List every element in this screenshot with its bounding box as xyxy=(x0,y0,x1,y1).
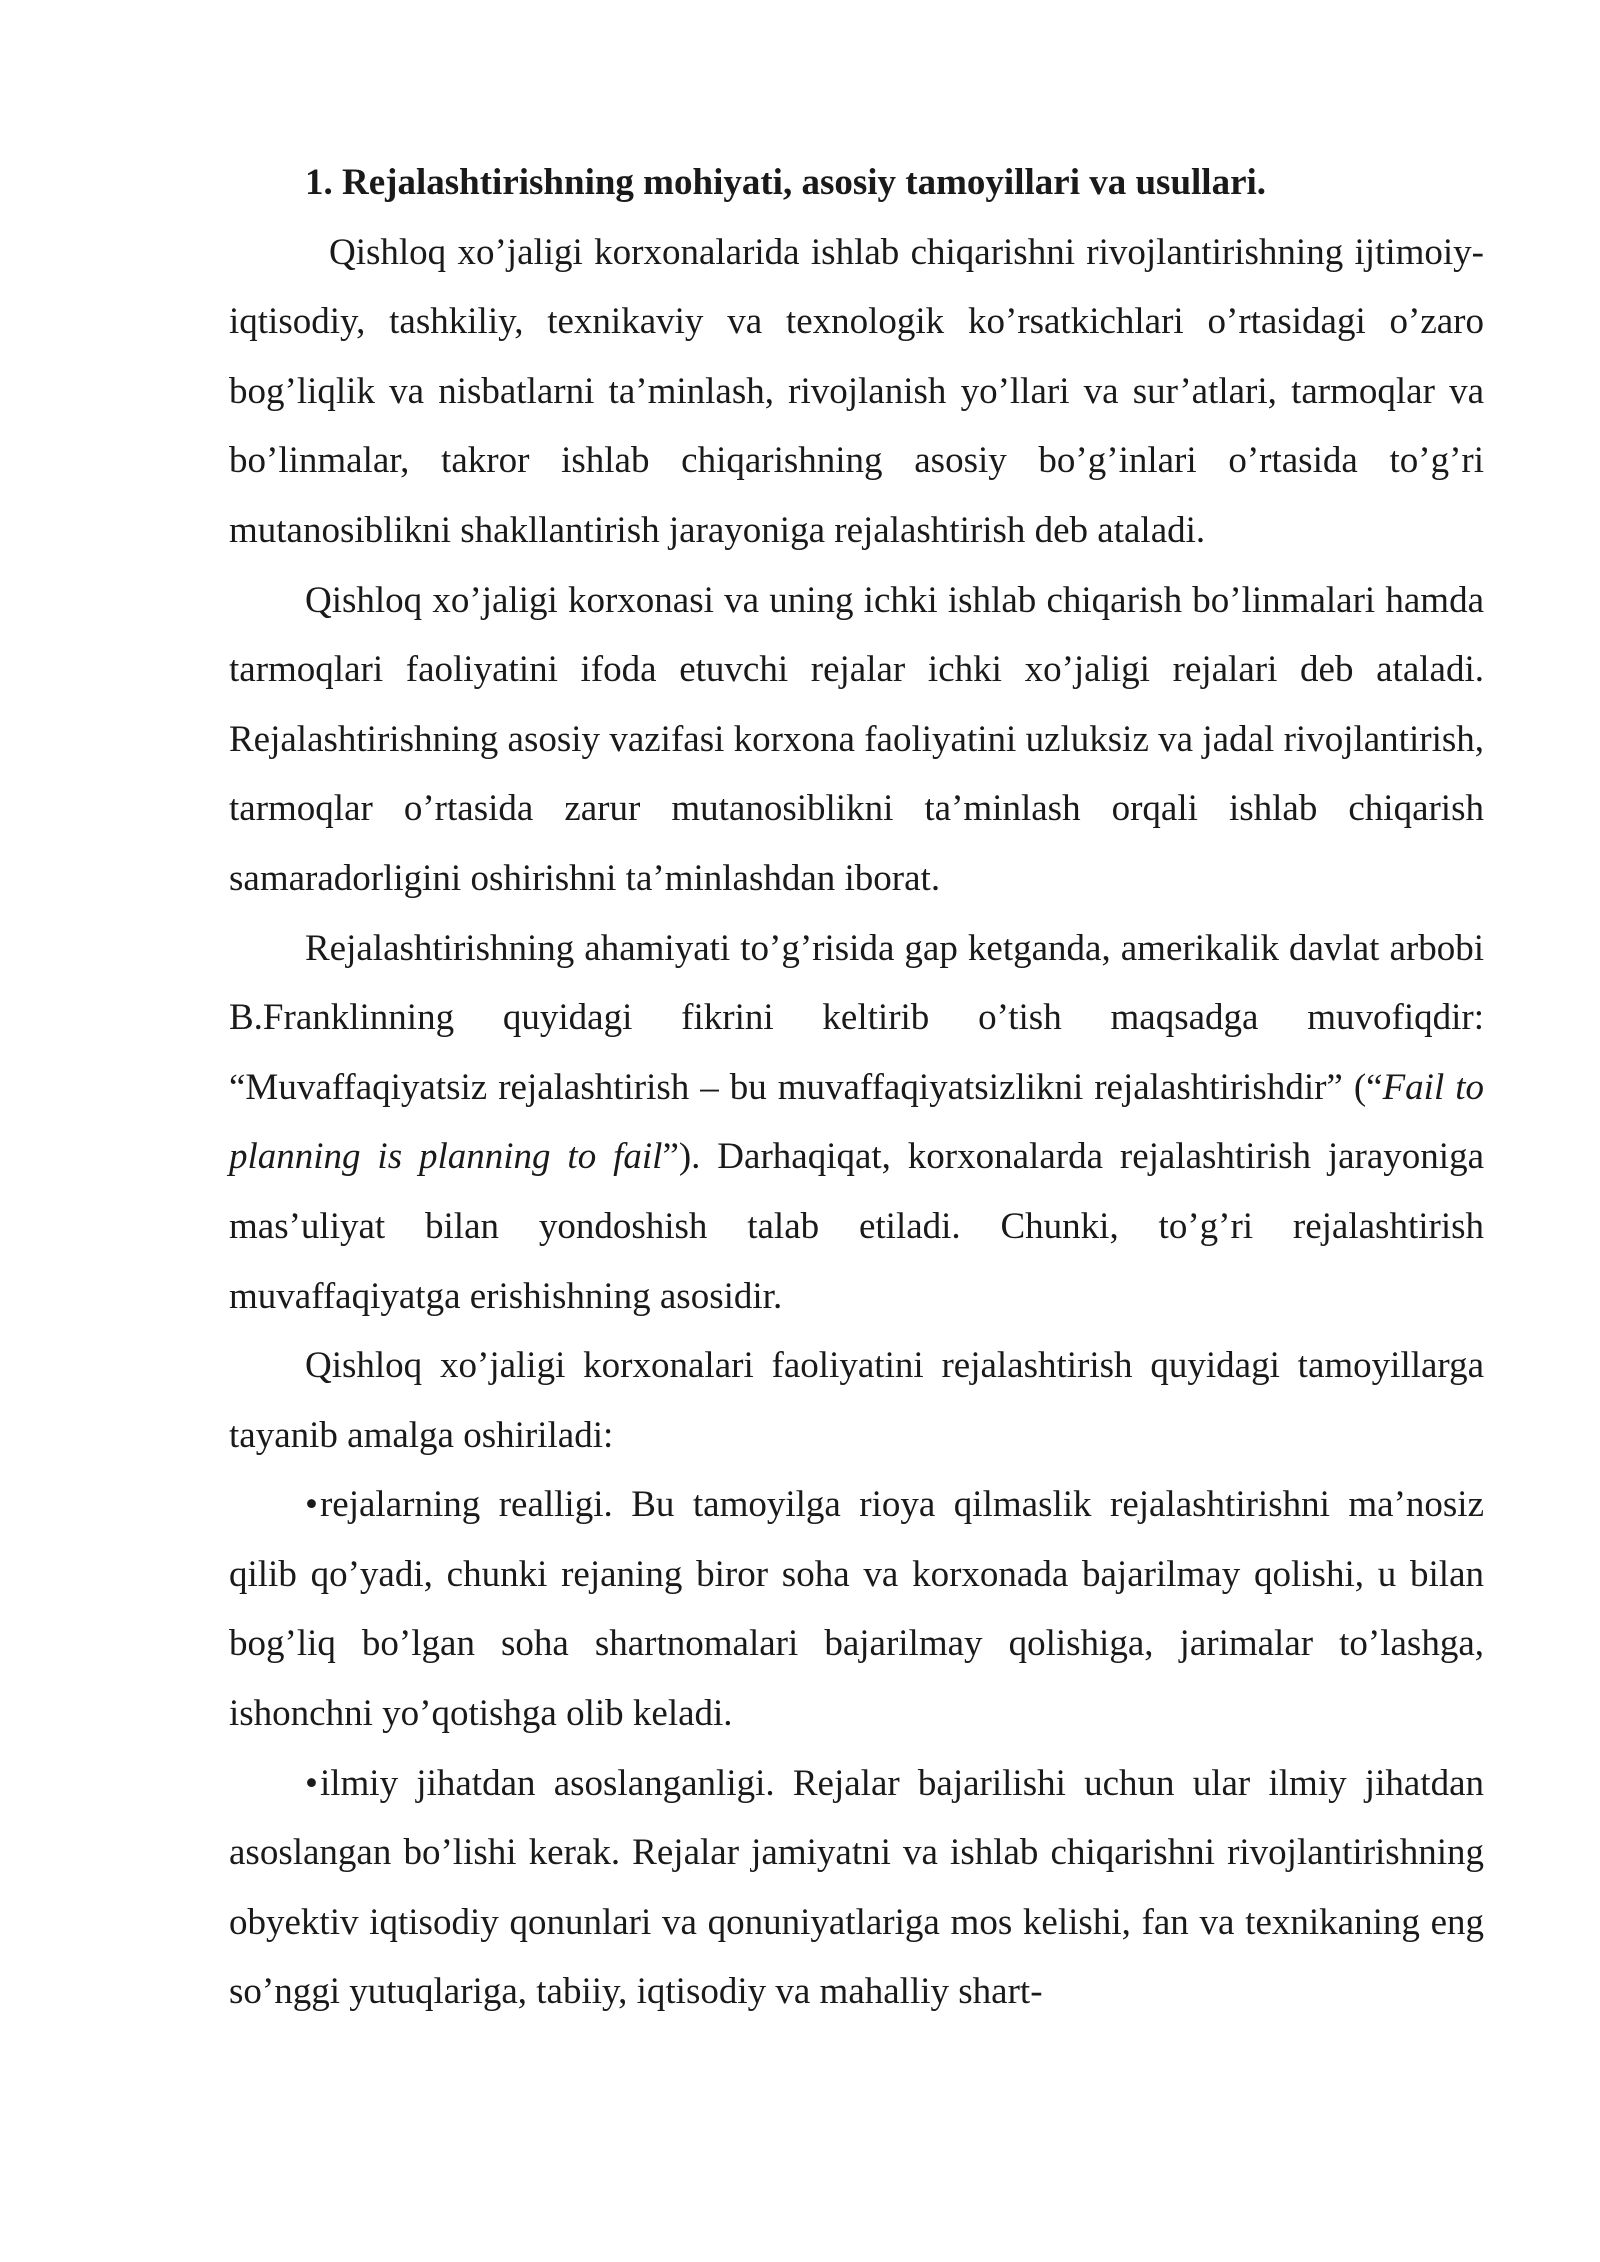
quote-italic-english: Fail to planning is planning to fail xyxy=(229,1066,1484,1178)
bullet-item-scientific xyxy=(229,1749,1484,2027)
bullet-text-scientific: ilmiy jihatdan asoslanganligi. Rejalar bajarilishi uchun ular ilmiy jihatdan asoslangan bo’lishi kerak. Rejalar jamiyatni va ishlab chiqarishni rivojlantirishning obyektiv iqtisodiy qonunlari va qonuniyatlariga mos kelishi, fan va texnikaning eng so’nggi yutuqlariga, tabiiy, iqtisodiy va mahalliy shart- xyxy=(229,1762,1484,2013)
bullet-item-realism xyxy=(229,1470,1484,1748)
paragraph-principles-intro: Qishloq xo’jaligi korxonalari faoliyatini rejalashtirish quyidagi tamoyillarga tayanib amalga oshiriladi: xyxy=(229,1345,1484,1456)
bullet-text-realism: rejalarning realligi. Bu tamoyilga rioya qilmaslik rejalashtirishni ma’nosiz qilib qo’yadi, chunki rejaning biror soha va korxonada bajarilmay qolishi, u bilan bog’liq bo’lgan soha shartnomalari bajarilmay qolishiga, jarimalar to’lashga, ishonchni yo’qotishga olib keladi. xyxy=(229,1484,1484,1735)
paragraph-internal-plans: Qishloq xo’jaligi korxonasi va uning ichki ishlab chiqarish bo’linmalari hamda tarmoqlari faoliyatini ifoda etuvchi rejalar ichki xo’jaligi rejalari deb ataladi. Rejalashtirishning asosiy vazifasi korxona faoliyatini uzluksiz va jadal rivojlantirish, tarmoqlar o’rtasida zarur mutanosiblikni ta’minlash orqali ishlab chiqarish samaradorligini oshirishni ta’minlashdan iborat. xyxy=(229,579,1484,899)
bullet-icon: • xyxy=(305,1762,318,1804)
section-title: 1. Rejalashtirishning mohiyati, asosiy tamoyillari va usullari. xyxy=(305,162,1267,203)
quote-text-after: ”). Darhaqiqat, korxonalarda rejalashtirish jarayoniga mas’uliyat bilan yondoshish talab etiladi. Chunki, to’g’ri rejalashtirish muvaffaqiyatga erishishning asosidir. xyxy=(229,1136,1485,1317)
document-body xyxy=(229,148,1484,2027)
paragraph-definition: Qishloq xo’jaligi korxonalarida ishlab chiqarishni rivojlantirishning ijtimoiy-iqtisodiy, tashkiliy, texnikaviy va texnologik ko’rsatkichlari o’rtasidagi o’zaro bog’liqlik va nisbatlarni ta’minlash, rivojlanish yo’llari va sur’atlari, tarmoqlar va bo’linmalar, takror ishlab chiqarishning asosiy bo’g’inlari o’rtasida to’g’ri mutanosiblikni shakllantirish jarayoniga rejalashtirish deb ataladi. xyxy=(229,231,1484,551)
bullet-icon: • xyxy=(305,1484,318,1526)
quote-text-before: Rejalashtirishning ahamiyati to’g’risida gap ketganda, amerikalik davlat arbobi B.Franklinning quyidagi fikrini keltirib o’tish maqsadga muvofiqdir: “Muvaffaqiyatsiz rejalashtirish – bu muvaffaqiyatsizlikni rejalashtirishdir” (“ xyxy=(229,927,1484,1108)
paragraph-franklin-quote xyxy=(229,914,1484,1332)
